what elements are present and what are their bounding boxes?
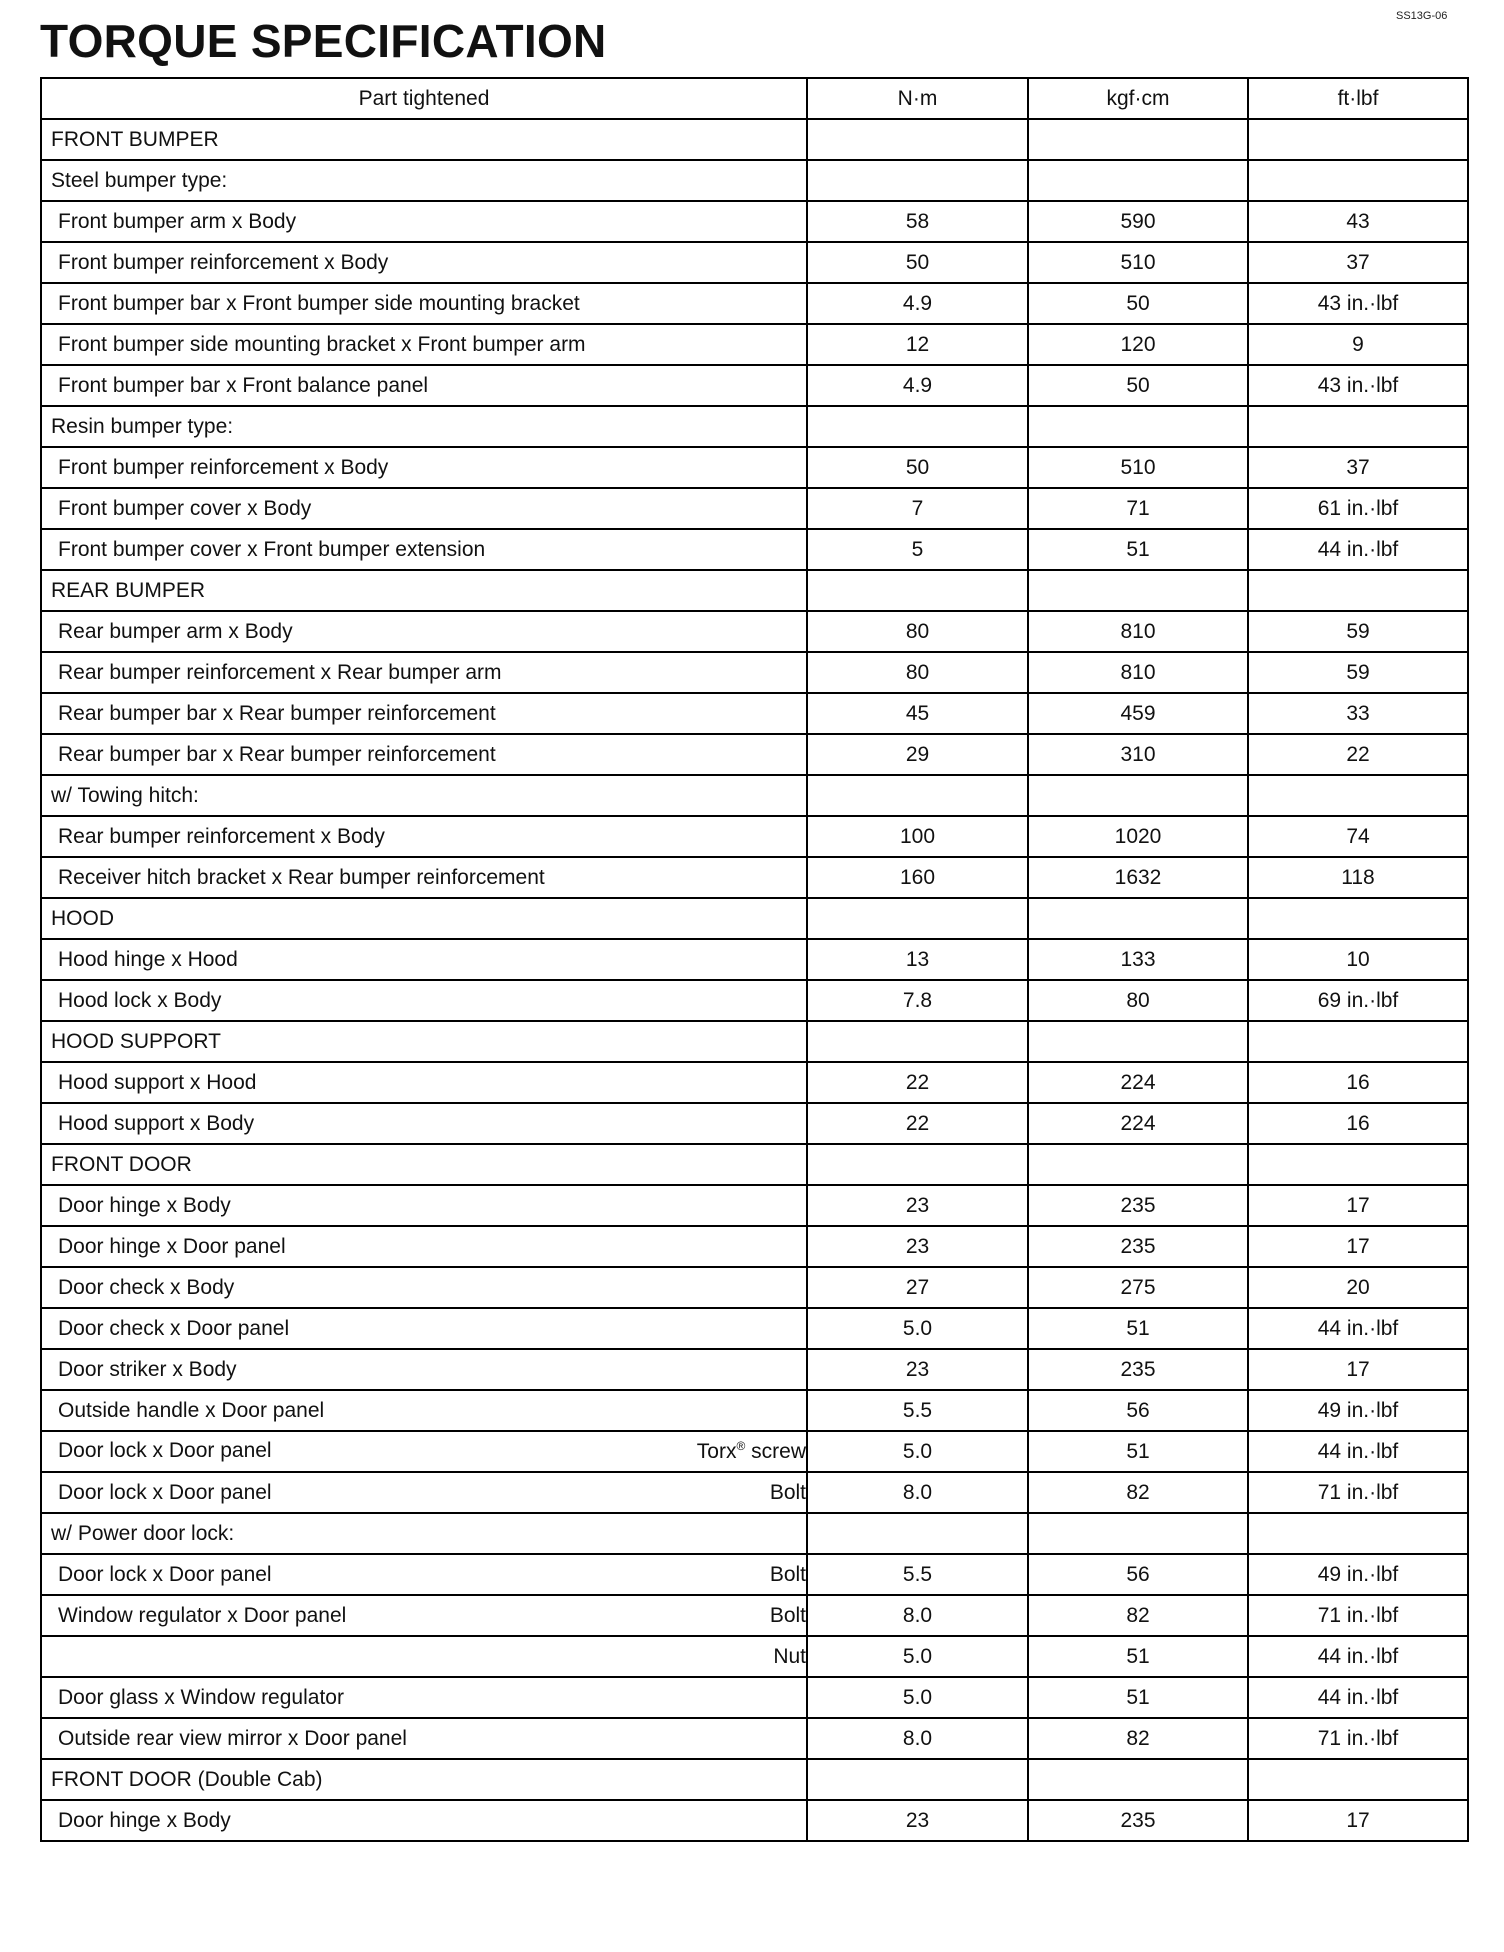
section-label: w/ Power door lock: (51, 1521, 235, 1545)
part-name: Door lock x Door panel (58, 1562, 272, 1586)
part-cell (41, 1308, 807, 1349)
table-row (41, 1185, 1468, 1226)
section-row (41, 406, 1468, 447)
ft-lbf-value (1248, 1144, 1468, 1185)
table-row (41, 283, 1468, 324)
part-cell (41, 324, 807, 365)
kgf-cm-value: 235 (1028, 1349, 1248, 1390)
ft-lbf-value (1248, 160, 1468, 201)
table-body (41, 119, 1468, 1841)
part-cell (41, 1718, 807, 1759)
column-header-nm: N·m (807, 78, 1028, 119)
kgf-cm-value: 82 (1028, 1595, 1248, 1636)
part-name: Front bumper reinforcement x Body (58, 455, 389, 479)
kgf-cm-value: 50 (1028, 365, 1248, 406)
table-row (41, 1554, 1468, 1595)
kgf-cm-value (1028, 570, 1248, 611)
part-name: Door hinge x Body (58, 1193, 231, 1217)
part-cell (41, 570, 807, 611)
part-cell (41, 119, 807, 160)
section-label: w/ Towing hitch: (51, 783, 199, 807)
section-row (41, 1144, 1468, 1185)
ft-lbf-value: 43 in.·lbf (1248, 365, 1468, 406)
nm-value: 13 (807, 939, 1028, 980)
part-cell (41, 1759, 807, 1800)
kgf-cm-value: 810 (1028, 611, 1248, 652)
part-name: Door lock x Door panel (58, 1480, 272, 1504)
part-cell (41, 1513, 807, 1554)
kgf-cm-value (1028, 1021, 1248, 1062)
nm-value: 7.8 (807, 980, 1028, 1021)
part-name: Door lock x Door panel (58, 1439, 272, 1462)
ft-lbf-value: 49 in.·lbf (1248, 1390, 1468, 1431)
ft-lbf-value: 43 in.·lbf (1248, 283, 1468, 324)
ft-lbf-value: 20 (1248, 1267, 1468, 1308)
kgf-cm-value: 510 (1028, 447, 1248, 488)
nm-value: 5.0 (807, 1308, 1028, 1349)
document-code: SS13G-06 (1396, 10, 1448, 22)
part-cell (41, 775, 807, 816)
part-name: Door check x Body (58, 1275, 235, 1299)
part-name: Door striker x Body (58, 1357, 237, 1381)
header-row (41, 78, 1468, 119)
part-cell (41, 693, 807, 734)
part-cell (41, 406, 807, 447)
ft-lbf-value: 44 in.·lbf (1248, 1308, 1468, 1349)
ft-lbf-value: 17 (1248, 1800, 1468, 1841)
kgf-cm-value (1028, 775, 1248, 816)
table-row (41, 652, 1468, 693)
part-name: Hood support x Body (58, 1111, 255, 1135)
part-name: Door hinge x Door panel (58, 1234, 286, 1258)
kgf-cm-value (1028, 160, 1248, 201)
part-cell (41, 1103, 807, 1144)
nm-value: 5.0 (807, 1677, 1028, 1718)
ft-lbf-value: 17 (1248, 1349, 1468, 1390)
kgf-cm-value: 590 (1028, 201, 1248, 242)
kgf-cm-value (1028, 1513, 1248, 1554)
table-row (41, 611, 1468, 652)
part-name: Rear bumper arm x Body (58, 619, 293, 643)
kgf-cm-value: 235 (1028, 1185, 1248, 1226)
nm-value: 8.0 (807, 1595, 1028, 1636)
nm-value: 100 (807, 816, 1028, 857)
ft-lbf-value: 49 in.·lbf (1248, 1554, 1468, 1595)
section-label: Steel bumper type: (51, 168, 228, 192)
kgf-cm-value: 459 (1028, 693, 1248, 734)
table-row (41, 1636, 1468, 1677)
kgf-cm-value: 310 (1028, 734, 1248, 775)
table-row (41, 857, 1468, 898)
fastener-note: Bolt (769, 1562, 806, 1586)
ft-lbf-value: 59 (1248, 611, 1468, 652)
nm-value: 22 (807, 1062, 1028, 1103)
kgf-cm-value: 71 (1028, 488, 1248, 529)
ft-lbf-value: 44 in.·lbf (1248, 1677, 1468, 1718)
nm-value (807, 570, 1028, 611)
table-row (41, 816, 1468, 857)
kgf-cm-value: 56 (1028, 1554, 1248, 1595)
part-cell (41, 365, 807, 406)
kgf-cm-value: 133 (1028, 939, 1248, 980)
kgf-cm-value: 120 (1028, 324, 1248, 365)
part-name: Front bumper reinforcement x Body (58, 250, 389, 274)
table-row (41, 1390, 1468, 1431)
part-name: Receiver hitch bracket x Rear bumper reinforcement (58, 865, 545, 889)
kgf-cm-value (1028, 898, 1248, 939)
kgf-cm-value: 275 (1028, 1267, 1248, 1308)
nm-value (807, 160, 1028, 201)
kgf-cm-value: 810 (1028, 652, 1248, 693)
part-cell (41, 242, 807, 283)
part-name: Outside handle x Door panel (58, 1398, 325, 1422)
nm-value (807, 1759, 1028, 1800)
part-name: Front bumper cover x Body (58, 496, 312, 520)
kgf-cm-value (1028, 1144, 1248, 1185)
part-name: Door check x Door panel (58, 1316, 290, 1340)
part-cell (41, 1144, 807, 1185)
part-cell (41, 898, 807, 939)
part-cell (41, 488, 807, 529)
nm-value: 80 (807, 611, 1028, 652)
table-row (41, 1472, 1468, 1513)
ft-lbf-value (1248, 406, 1468, 447)
nm-value: 23 (807, 1185, 1028, 1226)
column-header-part: Part tightened (41, 78, 807, 119)
table-row (41, 242, 1468, 283)
nm-value: 22 (807, 1103, 1028, 1144)
ft-lbf-value (1248, 119, 1468, 160)
kgf-cm-value: 50 (1028, 283, 1248, 324)
part-name: Rear bumper reinforcement x Body (58, 824, 385, 848)
part-name: Front bumper bar x Front bumper side mounting bracket (58, 291, 580, 315)
ft-lbf-value: 37 (1248, 242, 1468, 283)
part-cell (41, 201, 807, 242)
table-row (41, 488, 1468, 529)
table-row (41, 1103, 1468, 1144)
ft-lbf-value: 44 in.·lbf (1248, 1431, 1468, 1472)
part-cell (41, 160, 807, 201)
nm-value: 45 (807, 693, 1028, 734)
nm-value (807, 898, 1028, 939)
part-cell (41, 1677, 807, 1718)
kgf-cm-value: 51 (1028, 1677, 1248, 1718)
section-label: FRONT DOOR (Double Cab) (51, 1767, 323, 1791)
section-label: FRONT DOOR (51, 1152, 192, 1176)
nm-value: 5.5 (807, 1554, 1028, 1595)
fastener-note: Bolt (769, 1603, 806, 1627)
part-cell (41, 447, 807, 488)
table-row (41, 1718, 1468, 1759)
nm-value: 5.0 (807, 1431, 1028, 1472)
page-title: TORQUE SPECIFICATION (40, 15, 607, 67)
part-cell (41, 1595, 807, 1636)
ft-lbf-value: 17 (1248, 1185, 1468, 1226)
ft-lbf-value: 61 in.·lbf (1248, 488, 1468, 529)
kgf-cm-value (1028, 119, 1248, 160)
nm-value (807, 1021, 1028, 1062)
nm-value: 8.0 (807, 1718, 1028, 1759)
part-cell (41, 1062, 807, 1103)
ft-lbf-value: 69 in.·lbf (1248, 980, 1468, 1021)
ft-lbf-value: 43 (1248, 201, 1468, 242)
nm-value: 5.0 (807, 1636, 1028, 1677)
ft-lbf-value (1248, 898, 1468, 939)
torque-spec-table (40, 77, 1469, 1842)
part-cell (41, 1021, 807, 1062)
section-label: Resin bumper type: (51, 414, 234, 438)
part-cell (41, 1349, 807, 1390)
section-row (41, 119, 1468, 160)
ft-lbf-value: 22 (1248, 734, 1468, 775)
nm-value: 23 (807, 1226, 1028, 1267)
nm-value: 58 (807, 201, 1028, 242)
ft-lbf-value (1248, 1021, 1468, 1062)
table-row (41, 529, 1468, 570)
table-row (41, 734, 1468, 775)
nm-value: 29 (807, 734, 1028, 775)
table-row (41, 1800, 1468, 1841)
nm-value: 50 (807, 447, 1028, 488)
part-cell (41, 980, 807, 1021)
nm-value: 8.0 (807, 1472, 1028, 1513)
nm-value (807, 1144, 1028, 1185)
fastener-note: Nut (773, 1644, 806, 1668)
kgf-cm-value: 235 (1028, 1226, 1248, 1267)
ft-lbf-value: 37 (1248, 447, 1468, 488)
part-cell (41, 1267, 807, 1308)
kgf-cm-value: 51 (1028, 1636, 1248, 1677)
ft-lbf-value: 17 (1248, 1226, 1468, 1267)
nm-value (807, 1513, 1028, 1554)
part-name: Hood support x Hood (58, 1070, 257, 1094)
ft-lbf-value: 118 (1248, 857, 1468, 898)
part-name: Outside rear view mirror x Door panel (58, 1726, 407, 1750)
fastener-note: Torx® screw (696, 1439, 806, 1463)
kgf-cm-value: 235 (1028, 1800, 1248, 1841)
section-row (41, 1513, 1468, 1554)
part-name: Front bumper bar x Front balance panel (58, 373, 429, 397)
part-cell (41, 1472, 807, 1513)
table-row (41, 447, 1468, 488)
column-header-kgf-cm: kgf·cm (1028, 78, 1248, 119)
table-row (41, 693, 1468, 734)
kgf-cm-value: 1632 (1028, 857, 1248, 898)
kgf-cm-value: 80 (1028, 980, 1248, 1021)
nm-value (807, 119, 1028, 160)
part-name: Rear bumper reinforcement x Rear bumper arm (58, 660, 502, 684)
kgf-cm-value: 51 (1028, 1308, 1248, 1349)
ft-lbf-value: 71 in.·lbf (1248, 1595, 1468, 1636)
section-label: HOOD (51, 906, 114, 930)
part-cell (41, 611, 807, 652)
part-cell (41, 1185, 807, 1226)
nm-value: 23 (807, 1349, 1028, 1390)
section-label: REAR BUMPER (51, 578, 206, 602)
ft-lbf-value (1248, 775, 1468, 816)
column-header-ft-lbf: ft·lbf (1248, 78, 1468, 119)
ft-lbf-value: 16 (1248, 1062, 1468, 1103)
part-cell (41, 734, 807, 775)
part-cell (41, 529, 807, 570)
part-name: Window regulator x Door panel (58, 1603, 347, 1627)
part-name: Rear bumper bar x Rear bumper reinforcement (58, 701, 496, 725)
ft-lbf-value: 74 (1248, 816, 1468, 857)
table-row (41, 1267, 1468, 1308)
part-name: Front bumper side mounting bracket x Front bumper arm (58, 332, 586, 356)
table-row (41, 1308, 1468, 1349)
nm-value: 12 (807, 324, 1028, 365)
kgf-cm-value: 51 (1028, 529, 1248, 570)
fastener-note: Bolt (769, 1480, 806, 1504)
part-name: Hood lock x Body (58, 988, 222, 1012)
table-row (41, 1349, 1468, 1390)
ft-lbf-value: 44 in.·lbf (1248, 1636, 1468, 1677)
ft-lbf-value (1248, 1759, 1468, 1800)
section-row (41, 1759, 1468, 1800)
part-cell (41, 1431, 807, 1472)
part-cell (41, 1554, 807, 1595)
section-row (41, 775, 1468, 816)
nm-value: 5.5 (807, 1390, 1028, 1431)
part-cell (41, 939, 807, 980)
nm-value (807, 406, 1028, 447)
section-row (41, 1021, 1468, 1062)
kgf-cm-value: 1020 (1028, 816, 1248, 857)
section-row (41, 898, 1468, 939)
ft-lbf-value: 44 in.·lbf (1248, 529, 1468, 570)
table-row (41, 201, 1468, 242)
part-name: Door glass x Window regulator (58, 1685, 344, 1709)
section-row (41, 160, 1468, 201)
part-name: Hood hinge x Hood (58, 947, 238, 971)
kgf-cm-value: 510 (1028, 242, 1248, 283)
nm-value: 27 (807, 1267, 1028, 1308)
part-name: Front bumper arm x Body (58, 209, 297, 233)
nm-value: 4.9 (807, 365, 1028, 406)
kgf-cm-value: 224 (1028, 1103, 1248, 1144)
part-cell (41, 1636, 807, 1677)
part-cell (41, 652, 807, 693)
kgf-cm-value (1028, 1759, 1248, 1800)
table-row (41, 365, 1468, 406)
nm-value: 50 (807, 242, 1028, 283)
table-row (41, 1062, 1468, 1103)
section-label: HOOD SUPPORT (51, 1029, 221, 1053)
ft-lbf-value: 59 (1248, 652, 1468, 693)
ft-lbf-value (1248, 1513, 1468, 1554)
section-label: FRONT BUMPER (51, 127, 219, 151)
part-cell (41, 857, 807, 898)
nm-value (807, 775, 1028, 816)
ft-lbf-value (1248, 570, 1468, 611)
part-cell (41, 1800, 807, 1841)
nm-value: 80 (807, 652, 1028, 693)
nm-value: 7 (807, 488, 1028, 529)
part-cell (41, 1226, 807, 1267)
part-name: Rear bumper bar x Rear bumper reinforcement (58, 742, 496, 766)
ft-lbf-value: 33 (1248, 693, 1468, 734)
table-row (41, 1595, 1468, 1636)
table-row (41, 980, 1468, 1021)
kgf-cm-value: 56 (1028, 1390, 1248, 1431)
table-row (41, 1226, 1468, 1267)
table-row (41, 1431, 1468, 1472)
nm-value: 5 (807, 529, 1028, 570)
table-row (41, 939, 1468, 980)
ft-lbf-value: 10 (1248, 939, 1468, 980)
part-cell (41, 283, 807, 324)
part-name: Door hinge x Body (58, 1808, 231, 1832)
kgf-cm-value: 82 (1028, 1472, 1248, 1513)
table-row (41, 1677, 1468, 1718)
kgf-cm-value: 51 (1028, 1431, 1248, 1472)
nm-value: 4.9 (807, 283, 1028, 324)
ft-lbf-value: 71 in.·lbf (1248, 1472, 1468, 1513)
ft-lbf-value: 71 in.·lbf (1248, 1718, 1468, 1759)
section-row (41, 570, 1468, 611)
table-row (41, 324, 1468, 365)
kgf-cm-value: 224 (1028, 1062, 1248, 1103)
nm-value: 23 (807, 1800, 1028, 1841)
kgf-cm-value (1028, 406, 1248, 447)
ft-lbf-value: 9 (1248, 324, 1468, 365)
nm-value: 160 (807, 857, 1028, 898)
part-cell (41, 1390, 807, 1431)
ft-lbf-value: 16 (1248, 1103, 1468, 1144)
part-name: Front bumper cover x Front bumper extension (58, 537, 486, 561)
kgf-cm-value: 82 (1028, 1718, 1248, 1759)
part-cell (41, 816, 807, 857)
